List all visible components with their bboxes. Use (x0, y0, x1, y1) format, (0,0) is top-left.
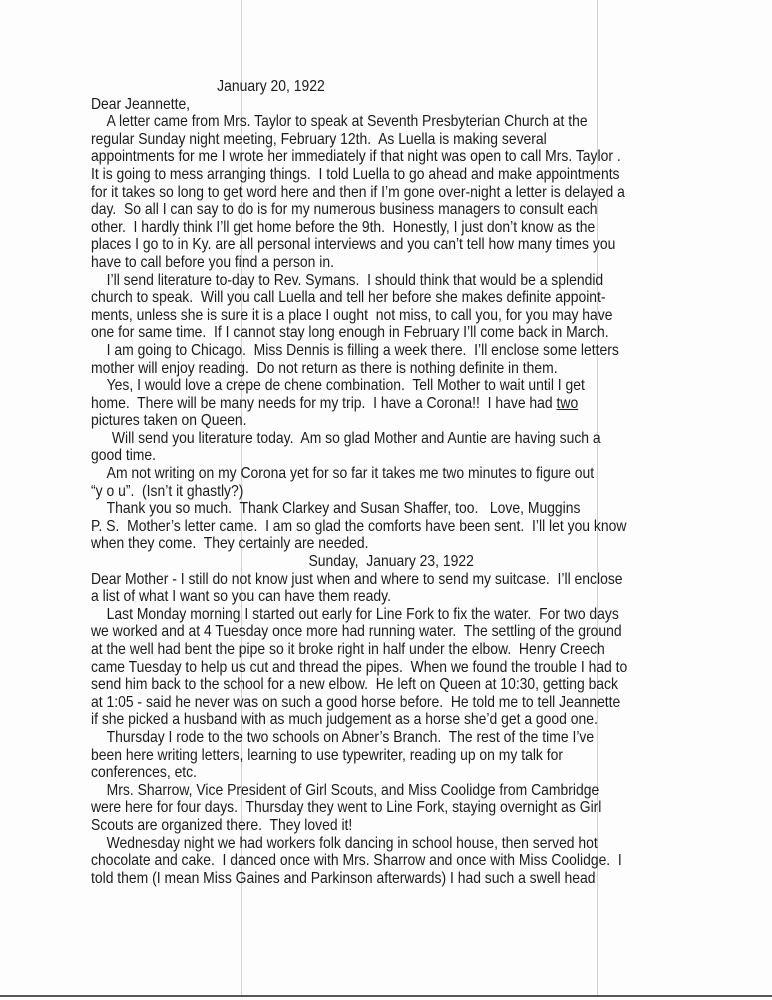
text-line: Am not writing on my Corona yet for so far it takes me two minutes to figure out (106, 465, 595, 483)
text-line: Last Monday morning I started out early for Line Fork to fix the water. For two days (106, 605, 619, 623)
text-line: A letter came from Mrs. Taylor to speak at Seventh Presbyterian Church at the (106, 113, 588, 131)
page-bottom-edge (0, 995, 772, 997)
text-line: pictures taken on Queen. (91, 412, 247, 430)
text-line: Dear Mother - I still do not know just when and where to send my suitcase. I’ll enclose (91, 570, 623, 588)
text-line: It is going to mess arranging things. I told Luella to go ahead and make appointments (91, 165, 620, 183)
text-line: at 1:05 - said he never was on such a good horse before. He told me to tell Jeannette (91, 693, 621, 711)
text-line: Wednesday night we had workers folk dancing in school house, then served hot (106, 834, 598, 852)
text-line: came Tuesday to help us cut and thread the pipes. When we found the trouble I had to (91, 658, 628, 676)
text-line (91, 395, 752, 413)
text-line: conferences, etc. (91, 764, 198, 782)
text-line: Scouts are organized there. They loved it! (91, 816, 353, 834)
text-segment: home. There will be many needs for my trip. I have a Corona!! I have had (91, 394, 557, 412)
text-line: for it takes so long to get word here and then if I’m gone over-night a letter is delayed a (91, 183, 625, 201)
text-line: Yes, I would love a crepe de chene combination. Tell Mother to wait until I get (106, 377, 585, 395)
text-line: Will send you literature today. Am so glad Mother and Auntie are having such a (111, 429, 601, 447)
text-line: places I go to in Ky. are all personal interviews and you can’t tell how many times you (91, 236, 616, 254)
text-line: good time. (91, 447, 157, 465)
text-line: appointments for me I wrote her immediately if that night was open to call Mrs. Taylor . (91, 148, 621, 166)
text-line: ments, unless she is sure it is a place I ought not miss, to call you, for you may have (91, 306, 613, 324)
text-line: told them (I mean Miss Gaines and Parkinson afterwards) I had such a swell head (91, 869, 596, 887)
text-line: when they come. They certainly are needed. (91, 535, 369, 553)
text-line: other. I hardly think I’ll get home before the 9th. Honestly, I just don’t know as the (91, 218, 596, 236)
letter-date: Sunday, January 23, 1922 (308, 553, 474, 571)
text-line: a list of what I want so you can have them ready. (91, 588, 391, 606)
text-line: Thursday I rode to the two schools on Abner’s Branch. The rest of the time I’ve (106, 728, 595, 746)
text-line: have to call before you find a person in. (91, 253, 334, 271)
text-line: been here writing letters, learning to use typewriter, reading up on my talk for (91, 746, 563, 764)
text-line: we worked and at 4 Tuesday once more had running water. The settling of the ground (91, 623, 622, 641)
text-line: P. S. Mother’s letter came. I am so glad the comforts have been sent. I’ll let you know (91, 517, 627, 535)
text-line: at the well had bent the pipe so it broke right in half under the elbow. Henry Creech (91, 641, 605, 658)
text-line: mother will enjoy reading. Do not return as there is nothing definite in them. (91, 359, 558, 377)
text-line: day. So all I can say to do is for my numerous business managers to consult each (91, 201, 598, 219)
text-line: Thank you so much. Thank Clarkey and Susan Shaffer, too. Love, Muggins (106, 500, 581, 518)
text-line: if she picked a husband with as much judgement as a horse she’d get a good one. (91, 711, 598, 729)
text-line: I am going to Chicago. Miss Dennis is filling a week there. I’ll enclose some letters (106, 341, 619, 359)
text-line: church to speak. Will you call Luella and tell her before she makes definite appoint- (91, 289, 606, 307)
text-line: regular Sunday night meeting, February 12th. As Luella is making several (91, 130, 547, 148)
underlined-word: two (556, 394, 579, 412)
text-line: were here for four days. Thursday they went to Line Fork, staying overnight as Girl (91, 799, 602, 817)
text-line: Dear Jeannette, (91, 95, 191, 113)
text-line: “y o u”. (Isn’t it ghastly?) (91, 482, 244, 500)
text-line: one for same time. If I cannot stay long enough in February I’ll come back in March. (91, 324, 609, 342)
letter-date: January 20, 1922 (217, 78, 325, 95)
text-line: Mrs. Sharrow, Vice President of Girl Scouts, and Miss Coolidge from Cambridge (106, 781, 600, 799)
text-line: send him back to the school for a new elbow. He left on Queen at 10:30, getting back (91, 676, 618, 694)
letter-document (91, 78, 752, 887)
text-line: chocolate and cake. I danced once with Mrs. Sharrow and once with Miss Coolidge. I (91, 852, 622, 870)
text-line: I’ll send literature to-day to Rev. Symans. I should think that would be a splendid (106, 271, 604, 289)
